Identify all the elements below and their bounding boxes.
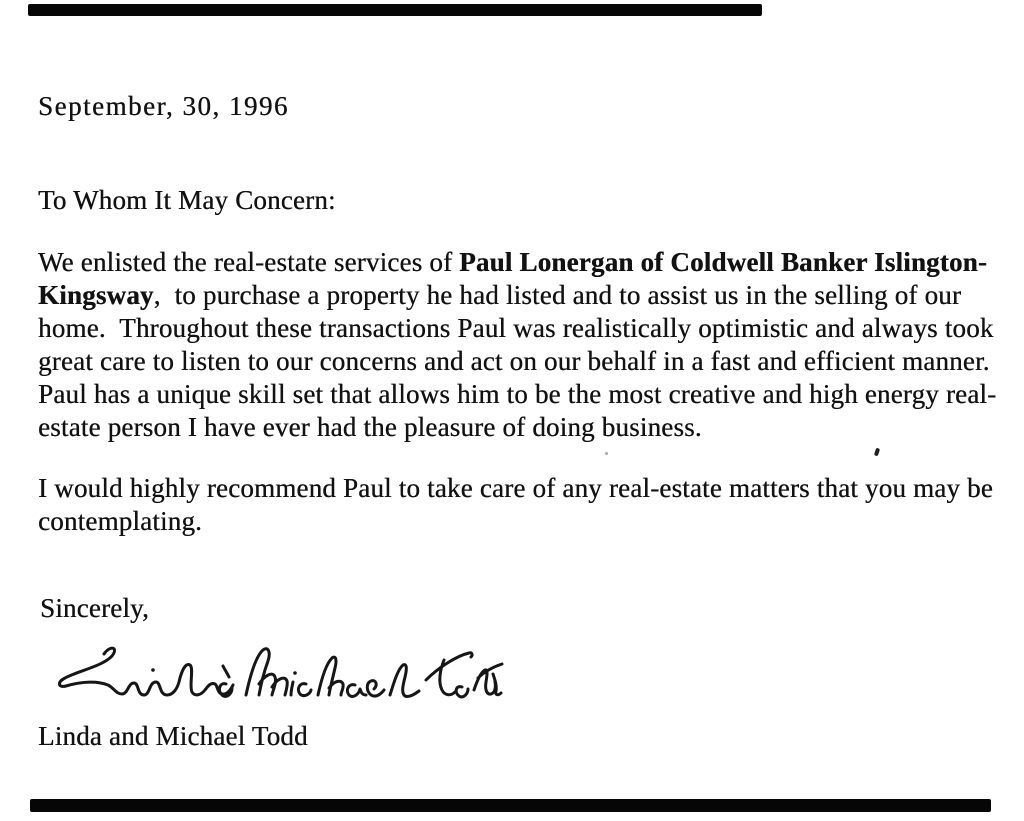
body-line xyxy=(38,279,996,312)
salutation: To Whom It May Concern: xyxy=(38,185,336,215)
closing-sincerely: Sincerely, xyxy=(40,593,149,623)
body-line xyxy=(38,246,996,279)
body-line: great care to listen to our concerns and act on our behalf in a fast and efficient manner. xyxy=(38,346,990,376)
signature-stroke-h xyxy=(318,657,343,695)
signature-stroke-ampersand-accent xyxy=(223,666,229,677)
body-text-bold-agent-name: Paul Lonergan of Coldwell Banker Islington- xyxy=(459,247,988,277)
signature-stroke-t xyxy=(426,653,472,695)
body-text-bold-agent-name: Kingsway xyxy=(38,280,154,310)
body-line: I would highly recommend Paul to take care of any real-estate matters that you may be xyxy=(38,473,993,503)
date-line: September, 30, 1996 xyxy=(38,91,289,121)
signature-handwriting xyxy=(50,640,510,712)
typed-signature-name: Linda and Michael Todd xyxy=(38,721,308,751)
scan-speck xyxy=(874,448,880,457)
scan-speck xyxy=(605,452,608,455)
body-line: estate person I have ever had the pleasure of doing business. xyxy=(38,412,702,442)
signature-stroke-m xyxy=(246,649,287,695)
body-text-regular: , to purchase a property he had listed and to assist us in the selling of our xyxy=(153,280,962,310)
signature-stroke-linda xyxy=(59,648,233,695)
body-paragraph-1 xyxy=(38,246,996,444)
signature-stroke-odd xyxy=(456,664,502,697)
body-line: home. Throughout these transactions Paul was realistically optimistic and always took xyxy=(38,313,994,343)
signature-stroke-ic xyxy=(291,682,311,696)
scan-artifact-top-bar xyxy=(28,4,762,16)
body-line: Paul has a unique skill set that allows him to be the most creative and high energy real- xyxy=(38,379,997,409)
scan-artifact-bottom-bar xyxy=(30,799,991,812)
signature-i-dot xyxy=(151,668,155,672)
signature-stroke-ael xyxy=(347,665,419,697)
body-text-regular: We enlisted the real-estate services of xyxy=(38,247,460,277)
body-line: contemplating. xyxy=(38,506,203,536)
signature-i-dot xyxy=(293,671,297,675)
body-paragraph-2 xyxy=(38,472,993,538)
